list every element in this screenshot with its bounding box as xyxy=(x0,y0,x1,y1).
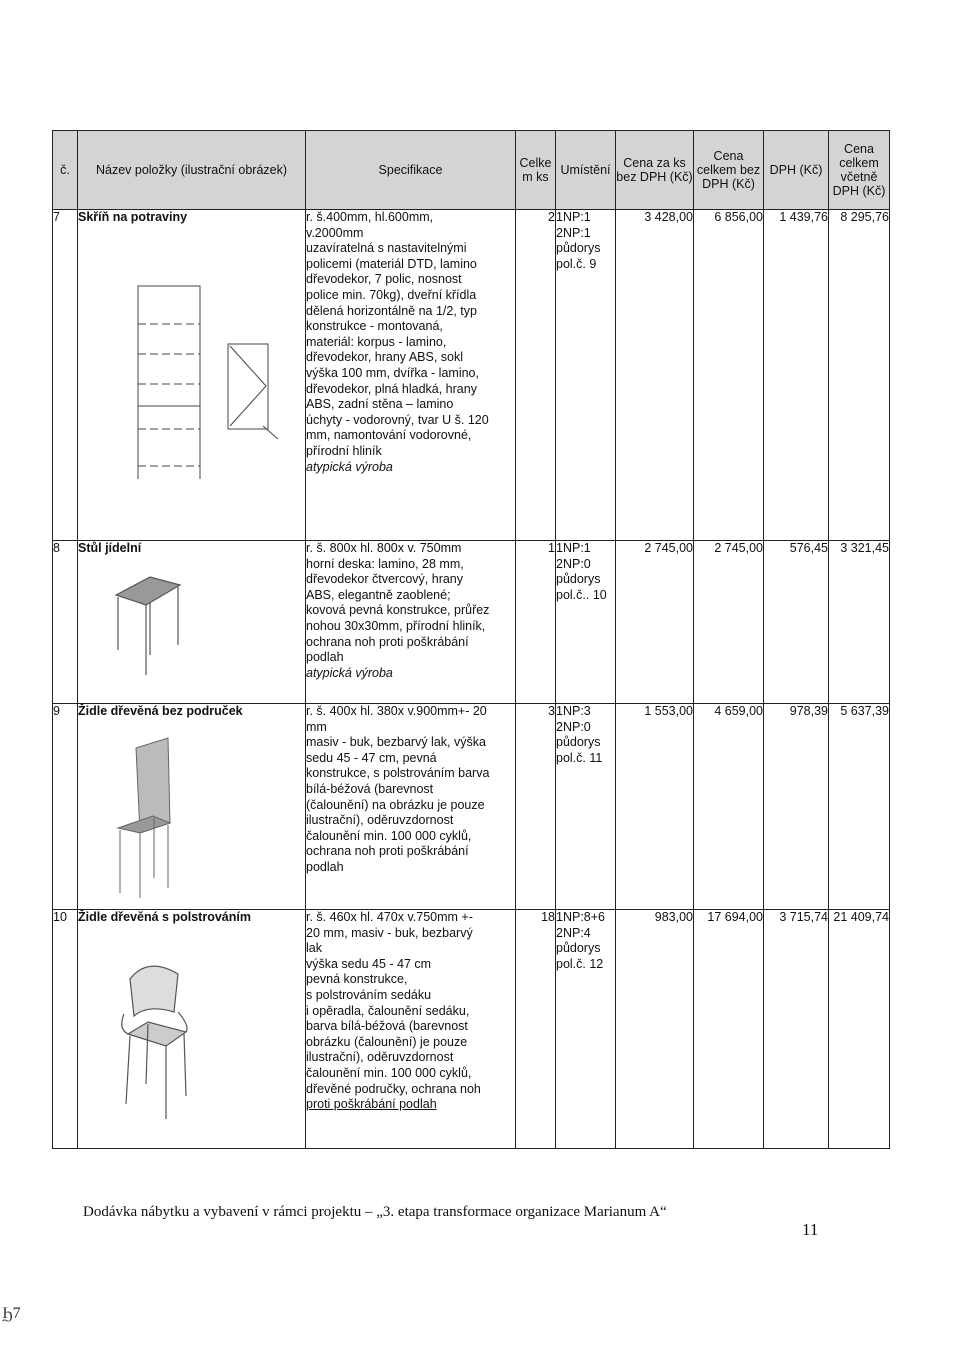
table-row xyxy=(53,910,890,1149)
total-with-vat: 21 409,74 xyxy=(829,910,890,1149)
header-no: č. xyxy=(53,131,78,210)
location-line: 1NP:3 xyxy=(556,704,591,718)
header-unit-price: Cena za ks bez DPH (Kč) xyxy=(616,131,694,210)
location-cell xyxy=(556,910,616,1149)
spec-line: r. š. 460x hl. 470x v.750mm +- xyxy=(306,910,473,924)
spec-line: ABS, zadní stěna – lamino xyxy=(306,397,454,412)
location-cell xyxy=(556,541,616,704)
spec-line: (čalounění) na obrázku je pouze xyxy=(306,797,485,812)
spec-line: uzavíratelná s nastavitelnými xyxy=(306,241,467,256)
spec-line: úchyty - vodorovný, tvar U š. 120 xyxy=(306,412,489,427)
vat-amount: 576,45 xyxy=(764,541,829,704)
cabinet-illustration xyxy=(78,234,298,479)
spec-line: pevná konstrukce, xyxy=(306,972,408,987)
unit-price: 2 745,00 xyxy=(616,541,694,704)
table-header-row xyxy=(53,131,890,210)
spec-note: atypická výroba xyxy=(306,459,393,474)
location-line: 2NP:0 xyxy=(556,556,591,571)
spec-line: v.2000mm xyxy=(306,225,364,240)
spec-line: dřevodekor, hrany ABS, sokl xyxy=(306,350,464,365)
specification-cell xyxy=(306,704,516,910)
spec-line: podlah xyxy=(306,650,344,665)
specification-cell xyxy=(306,210,516,541)
spec-note: atypická výroba xyxy=(306,665,393,680)
header-name: Název položky (ilustrační obrázek) xyxy=(78,131,306,210)
total-with-vat: 5 637,39 xyxy=(829,704,890,910)
spec-line: ilustrační), oděruvzdornost xyxy=(306,1050,454,1065)
unit-price: 1 553,00 xyxy=(616,704,694,910)
table-row xyxy=(53,210,890,541)
spec-line: konstrukce - montovaná, xyxy=(306,319,443,334)
unit-price: 3 428,00 xyxy=(616,210,694,541)
location-line: půdorys xyxy=(556,241,601,256)
header-location: Umístění xyxy=(556,131,616,210)
table-illustration xyxy=(78,565,298,685)
spec-line: konstrukce, s polstrováním barva xyxy=(306,766,490,781)
location-line: 1NP:8+6 xyxy=(556,910,605,924)
vat-amount: 1 439,76 xyxy=(764,210,829,541)
table-row xyxy=(53,704,890,910)
chair-illustration xyxy=(78,728,298,898)
specification-cell xyxy=(306,541,516,704)
spec-line: r. š.400mm, hl.600mm, xyxy=(306,210,434,224)
spec-line: r. š. 400x hl. 380x v.900mm+- 20 xyxy=(306,704,487,718)
header-spec: Specifikace xyxy=(306,131,516,210)
margin-mark: Ϧ7 xyxy=(2,1305,21,1322)
item-name: Skříň na potraviny xyxy=(78,210,188,224)
spec-line: mm xyxy=(306,719,327,734)
location-line: půdorys xyxy=(556,941,601,956)
spec-line: horní deska: lamino, 28 mm, xyxy=(306,556,464,571)
spec-line: policemi (materiál DTD, lamino xyxy=(306,256,477,271)
total-price: 4 659,00 xyxy=(694,704,764,910)
spec-line: ilustrační), oděruvzdornost xyxy=(306,813,454,828)
spec-line: r. š. 800x hl. 800x v. 750mm xyxy=(306,541,462,555)
spec-line: barva bílá-béžová (barevnost xyxy=(306,1019,468,1034)
location-line: 1NP:1 xyxy=(556,541,591,555)
header-qty: Celke m ks xyxy=(516,131,556,210)
specification-cell xyxy=(306,910,516,1149)
location-line: 2NP:0 xyxy=(556,719,591,734)
location-cell xyxy=(556,704,616,910)
item-name-cell xyxy=(78,541,306,704)
spec-line: podlah xyxy=(306,859,344,874)
header-vat: DPH (Kč) xyxy=(764,131,829,210)
quantity: 1 xyxy=(516,541,556,704)
spec-note: proti poškrábání podlah xyxy=(306,1097,437,1112)
spec-line: dřevodekor čtvercový, hrany xyxy=(306,572,464,587)
spec-line: přírodní hliník xyxy=(306,443,382,458)
vat-amount: 978,39 xyxy=(764,704,829,910)
unit-price: 983,00 xyxy=(616,910,694,1149)
vat-amount: 3 715,74 xyxy=(764,910,829,1149)
location-line: pol.č. 12 xyxy=(556,956,604,971)
spec-line: masiv - buk, bezbarvý lak, výška xyxy=(306,735,486,750)
location-line: pol.č. 9 xyxy=(556,256,597,271)
spec-line: nohou 30x30mm, přírodní hliník, xyxy=(306,618,486,633)
spec-line: výška sedu 45 - 47 cm xyxy=(306,956,432,971)
spec-line: výška 100 mm, dvířka - lamino, xyxy=(306,365,479,380)
total-with-vat: 8 295,76 xyxy=(829,210,890,541)
spec-line: lak xyxy=(306,941,322,956)
spec-line: materiál: korpus - lamino, xyxy=(306,334,447,349)
table-row xyxy=(53,541,890,704)
row-number: 9 xyxy=(53,704,78,910)
spec-line: i opěradla, čalounění sedáku, xyxy=(306,1003,470,1018)
spec-line: dřevodekor, 7 polic, nosnost xyxy=(306,272,462,287)
armchair-illustration xyxy=(78,934,298,1124)
spec-line: kovová pevná konstrukce, průřez xyxy=(306,603,490,618)
row-number: 8 xyxy=(53,541,78,704)
spec-line: s polstrováním sedáku xyxy=(306,987,432,1002)
header-total-vat: Cena celkem včetně DPH (Kč) xyxy=(829,131,890,210)
item-name-cell xyxy=(78,910,306,1149)
document-footer: Dodávka nábytku a vybavení v rámci projektu – „3. etapa transformace organizace Marianum A“ xyxy=(83,1204,667,1220)
total-price: 17 694,00 xyxy=(694,910,764,1149)
item-name-cell xyxy=(78,210,306,541)
quantity: 2 xyxy=(516,210,556,541)
location-line: půdorys xyxy=(556,735,601,750)
spec-line: ABS, elegantně zaoblené; xyxy=(306,587,451,602)
furniture-spec-table xyxy=(52,130,890,1149)
location-line: půdorys xyxy=(556,572,601,587)
location-line: 2NP:1 xyxy=(556,225,591,240)
spec-line: čalounění min. 100 000 cyklů, xyxy=(306,1065,472,1080)
spec-line: čalounění min. 100 000 cyklů, xyxy=(306,828,472,843)
spec-line: police min. 70kg), dveřní křídla xyxy=(306,287,477,302)
row-number: 7 xyxy=(53,210,78,541)
quantity: 18 xyxy=(516,910,556,1149)
page-number: 11 xyxy=(802,1220,819,1239)
total-price: 2 745,00 xyxy=(694,541,764,704)
total-with-vat: 3 321,45 xyxy=(829,541,890,704)
item-name: Stůl jídelní xyxy=(78,541,142,555)
location-line: 1NP:1 xyxy=(556,210,591,224)
spec-line: mm, namontování vodorovné, xyxy=(306,428,472,443)
spec-line: bílá-béžová (barevnost xyxy=(306,781,434,796)
location-line: pol.č.. 10 xyxy=(556,587,607,602)
spec-line: dřevodekor, plná hladká, hrany xyxy=(306,381,477,396)
spec-line: ochrana noh proti poškrábání xyxy=(306,634,469,649)
spec-line: sedu 45 - 47 cm, pevná xyxy=(306,750,437,765)
location-line: pol.č. 11 xyxy=(556,750,603,765)
spec-line: dělená horizontálně na 1/2, typ xyxy=(306,303,477,318)
spec-line: obrázku (čalounění) je pouze xyxy=(306,1034,468,1049)
location-cell xyxy=(556,210,616,541)
spec-line: 20 mm, masiv - buk, bezbarvý xyxy=(306,925,473,940)
spec-line: dřevěné područky, ochrana noh xyxy=(306,1081,481,1096)
quantity: 3 xyxy=(516,704,556,910)
row-number: 10 xyxy=(53,910,78,1149)
location-line: 2NP:4 xyxy=(556,925,591,940)
item-name-cell xyxy=(78,704,306,910)
spec-line: ochrana noh proti poškrábání xyxy=(306,844,469,859)
item-name: Židle dřevěná bez područek xyxy=(78,704,243,718)
item-name: Židle dřevěná s polstrováním xyxy=(78,910,251,924)
header-total: Cena celkem bez DPH (Kč) xyxy=(694,131,764,210)
total-price: 6 856,00 xyxy=(694,210,764,541)
